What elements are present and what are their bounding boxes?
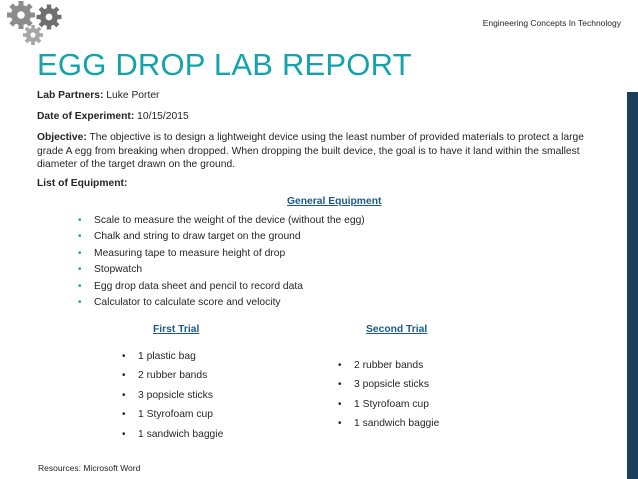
list-item xyxy=(78,214,365,230)
list-item-text: Scale to measure the weight of the device (without the egg) xyxy=(94,215,365,226)
list-item xyxy=(78,280,365,296)
list-item xyxy=(338,359,439,378)
bullet-icon: • xyxy=(122,389,126,401)
list-item-text: 2 rubber bands xyxy=(138,370,208,382)
list-item-text: 1 sandwich baggie xyxy=(354,418,440,430)
bullet-icon: • xyxy=(78,280,82,292)
list-item xyxy=(78,247,365,263)
list-item xyxy=(338,398,439,417)
list-item-text: 3 popsicle sticks xyxy=(354,379,429,391)
list-item xyxy=(338,378,439,397)
bullet-icon: • xyxy=(338,360,342,371)
bullet-icon: • xyxy=(122,409,126,421)
equipment-label: List of Equipment: xyxy=(37,178,128,189)
list-item xyxy=(122,408,223,427)
date-line xyxy=(37,110,189,124)
list-item-text: Chalk and string to draw target on the ground xyxy=(94,231,301,243)
header-note: Engineering Concepts In Technology xyxy=(482,18,621,28)
list-item xyxy=(122,389,223,408)
bullet-icon: • xyxy=(338,418,342,430)
bullet-icon: • xyxy=(338,379,342,391)
objective-paragraph xyxy=(37,131,607,172)
bullet-icon: • xyxy=(78,264,82,276)
list-item-text: 3 popsicle sticks xyxy=(138,389,213,401)
lab-partners-value: Luke Porter xyxy=(103,90,160,101)
bullet-icon: • xyxy=(122,428,126,440)
sidebar-decoration xyxy=(627,0,638,479)
page-title: EGG DROP LAB REPORT xyxy=(37,47,412,82)
first-trial-list xyxy=(122,350,223,447)
list-item-text: Egg drop data sheet and pencil to record data xyxy=(94,280,303,292)
list-item xyxy=(338,417,439,436)
first-trial-heading: First Trial xyxy=(153,324,200,335)
objective-text: The objective is to design a lightweight device using the least number of provided materials to protect a large grade A egg from breaking when dropped. When dropping the built device, the goal is to have it land within the smallest diameter of the target drawn on the ground. xyxy=(37,132,584,170)
list-item xyxy=(78,296,365,312)
list-item-text: 1 plastic bag xyxy=(138,351,196,362)
list-item-text: 1 Styrofoam cup xyxy=(138,409,213,421)
list-item-text: Measuring tape to measure height of drop xyxy=(94,247,286,259)
date-label: Date of Experiment: xyxy=(37,111,135,122)
lab-partners-label: Lab Partners: xyxy=(37,90,104,101)
list-item-text: Calculator to calculate score and velocity xyxy=(94,296,281,308)
bullet-icon: • xyxy=(78,231,82,243)
list-item-text: 1 Styrofoam cup xyxy=(354,398,429,410)
general-equipment-heading: General Equipment xyxy=(287,196,382,207)
list-item xyxy=(122,369,223,388)
general-equipment-list xyxy=(78,214,365,312)
list-item-text: 1 sandwich baggie xyxy=(138,428,224,440)
bullet-icon: • xyxy=(122,351,126,362)
list-item-text: 2 rubber bands xyxy=(354,360,424,371)
sidebar-dark-band xyxy=(627,92,638,479)
lab-partners-line xyxy=(37,89,159,103)
date-value: 10/15/2015 xyxy=(134,111,189,122)
bullet-icon: • xyxy=(122,370,126,382)
bullet-icon: • xyxy=(338,398,342,410)
list-item xyxy=(78,230,365,246)
objective-label: Objective: xyxy=(37,132,87,143)
list-item-text: Stopwatch xyxy=(94,264,143,276)
list-item xyxy=(78,263,365,279)
footer-note: Resources: Microsoft Word xyxy=(38,463,141,473)
bullet-icon: • xyxy=(78,247,82,259)
bullet-icon: • xyxy=(78,296,82,308)
equipment-line xyxy=(37,177,127,191)
bullet-icon: • xyxy=(78,215,82,226)
list-item xyxy=(122,350,223,369)
second-trial-heading: Second Trial xyxy=(366,324,428,335)
list-item xyxy=(122,428,223,447)
gears-icon xyxy=(0,0,72,46)
second-trial-list xyxy=(338,359,439,437)
